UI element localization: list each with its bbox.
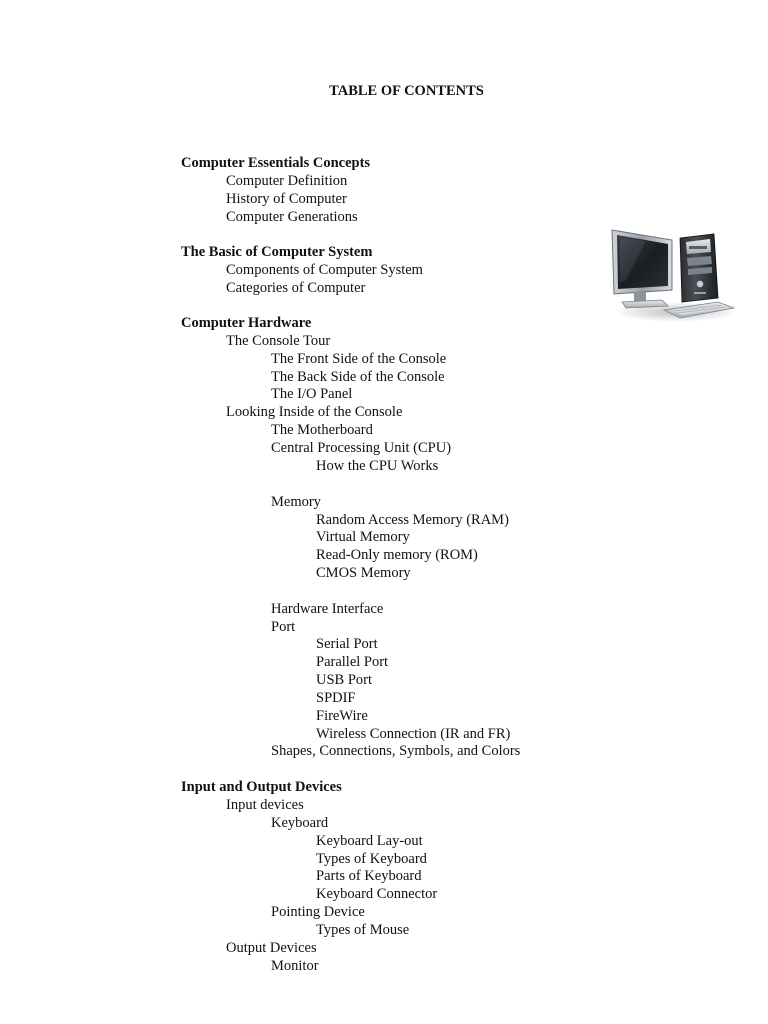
toc-entry: Read-Only memory (ROM) (316, 547, 478, 563)
toc-entry: The Back Side of the Console (271, 369, 445, 385)
toc-entry: Components of Computer System (226, 262, 423, 278)
toc-entry: Monitor (271, 958, 319, 974)
toc-section-heading: Computer Essentials Concepts (181, 155, 371, 171)
toc-entry: CMOS Memory (316, 565, 411, 581)
desktop-computer-icon (606, 220, 740, 324)
toc-entry: History of Computer (226, 191, 347, 207)
page-title: TABLE OF CONTENTS (329, 83, 484, 99)
toc-entry: Port (271, 619, 296, 635)
toc-entry: Types of Keyboard (316, 851, 427, 867)
toc-entry: FireWire (316, 708, 368, 724)
toc-entry: Central Processing Unit (CPU) (271, 440, 452, 456)
toc-entry: The Motherboard (271, 422, 373, 438)
toc-entry: Keyboard Lay-out (316, 833, 423, 849)
toc-entry: Hardware Interface (271, 601, 384, 617)
toc-section-heading: Computer Hardware (181, 315, 312, 331)
toc-entry: The Front Side of the Console (271, 351, 447, 367)
toc-entry: SPDIF (316, 690, 356, 706)
toc-entry: Types of Mouse (316, 922, 410, 938)
toc-entry: Serial Port (316, 636, 378, 652)
toc-entry: Categories of Computer (226, 280, 366, 296)
toc-entry: Memory (271, 494, 321, 510)
toc-entry: Keyboard Connector (316, 886, 438, 902)
toc-entry: Random Access Memory (RAM) (316, 512, 509, 528)
toc-entry: How the CPU Works (316, 458, 439, 474)
toc-entry: Computer Definition (226, 173, 348, 189)
toc-entry: Pointing Device (271, 904, 365, 920)
toc-entry: Wireless Connection (IR and FR) (316, 726, 511, 742)
toc-section-heading: Input and Output Devices (181, 779, 342, 795)
toc-section-heading: The Basic of Computer System (181, 244, 373, 260)
toc-entry: Keyboard (271, 815, 329, 831)
toc-entry: Input devices (226, 797, 304, 813)
toc-entry: Computer Generations (226, 209, 358, 225)
toc-entry: Parallel Port (316, 654, 389, 670)
toc-entry: Virtual Memory (316, 529, 410, 545)
toc-entry: The Console Tour (226, 333, 331, 349)
toc-entry: Shapes, Connections, Symbols, and Colors (271, 743, 521, 759)
toc-entry: Looking Inside of the Console (226, 404, 403, 420)
toc-entry: USB Port (316, 672, 373, 688)
toc-entry: Parts of Keyboard (316, 868, 422, 884)
toc-entry: The I/O Panel (271, 386, 353, 402)
toc-entry: Output Devices (226, 940, 317, 956)
